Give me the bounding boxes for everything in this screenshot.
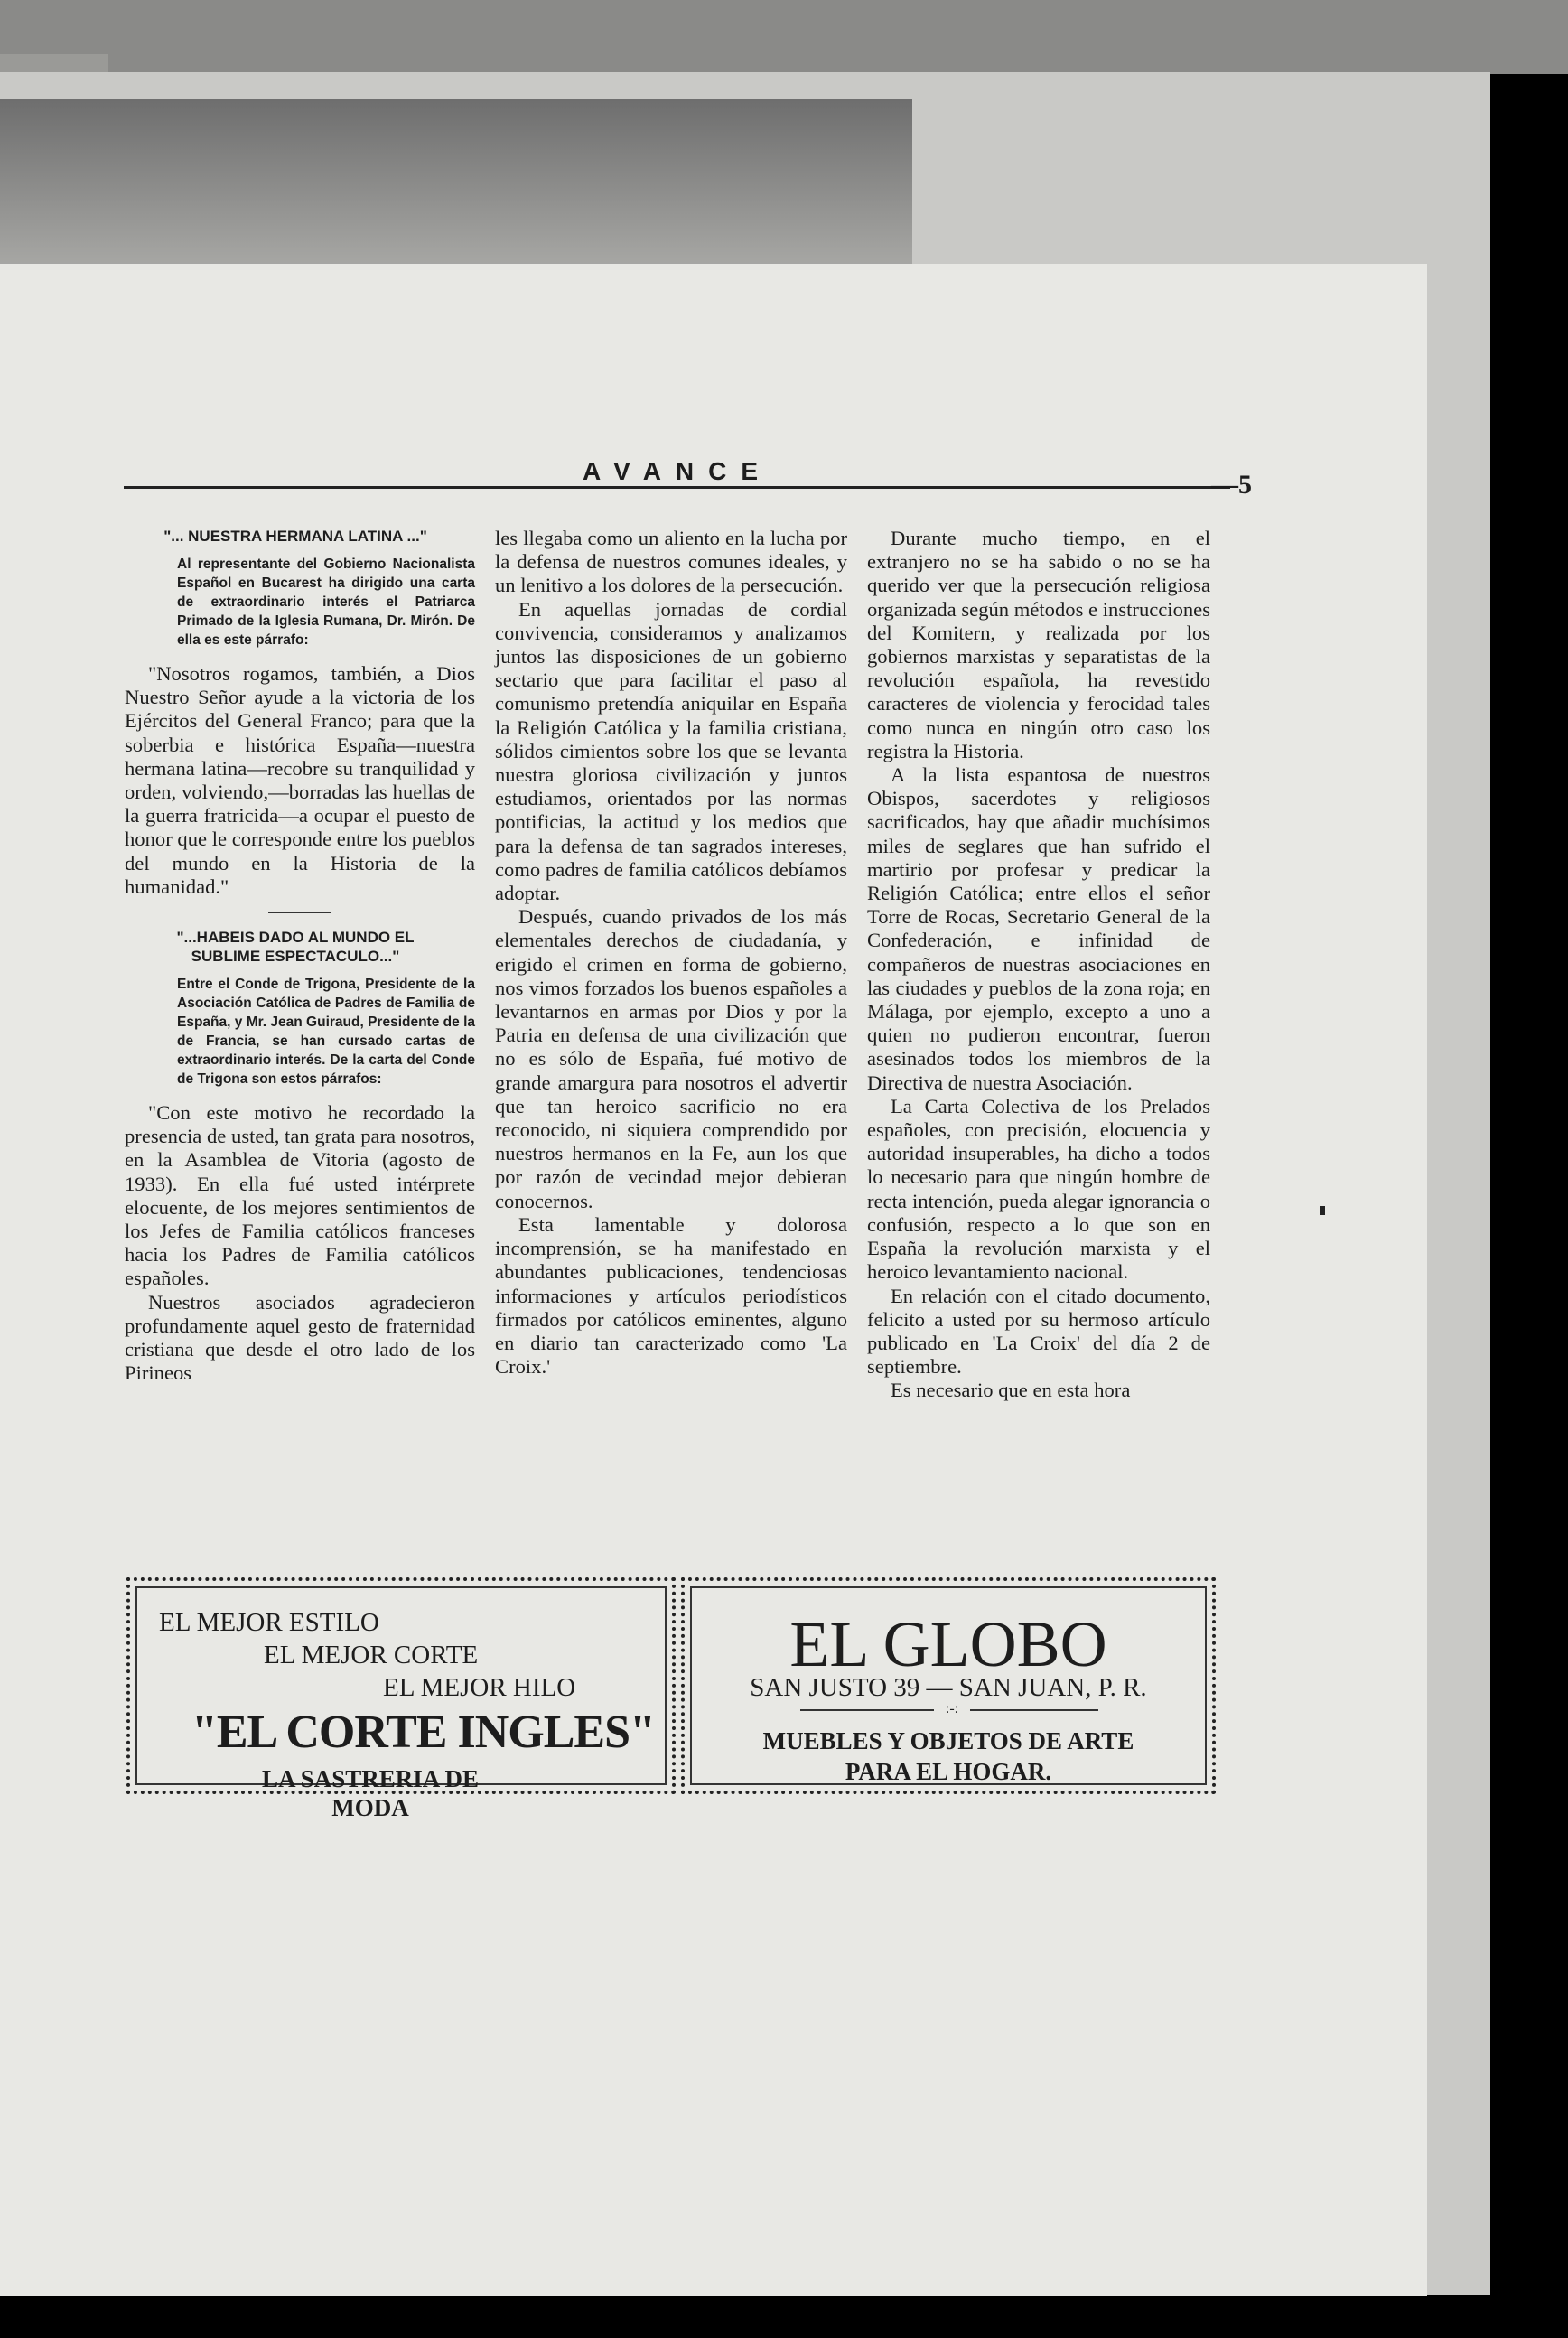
ad-inner-frame	[690, 1586, 1207, 1785]
paragraph: La Carta Colectiva de los Prelados españoles, con precisión, elocuencia y autoridad insuperables, ha dicho a todos lo necesario para que ningún hombre de recta intención, pueda alegar ignorancia o confusión, respecto a lo que son en España la revolución marxista y el heroico levantamiento nacional.	[867, 1094, 1210, 1284]
advertisement-corte-ingles	[126, 1577, 676, 1821]
ad-line-corte: EL MEJOR CORTE	[264, 1641, 479, 1669]
column-3	[867, 527, 1210, 1403]
ad-sub-muebles: MUEBLES Y OBJETOS DE ARTE	[762, 1727, 1134, 1754]
advertisement-el-globo	[681, 1577, 1216, 1794]
paragraph: les llegaba como un aliento en la lucha por la defensa de nuestros comunes ideales, y un lenitivo a los dolores de la persecución.	[495, 527, 847, 597]
ad-line-estilo: EL MEJOR ESTILO	[159, 1608, 379, 1637]
scan-background-top	[0, 0, 1568, 74]
section-separator	[268, 912, 331, 913]
column-1	[125, 527, 475, 1385]
heading-sublime-espectaculo: "...HABEIS DADO AL MUNDO EL SUBLIME ESPECTACULO..."	[176, 929, 415, 966]
masthead: AVANCE	[582, 457, 773, 485]
column-2	[495, 527, 847, 1379]
ad-brand-el-globo: EL GLOBO	[789, 1608, 1107, 1680]
ad-line-hilo: EL MEJOR HILO	[383, 1673, 576, 1702]
paragraph: "Con este motivo he recordado la presencia de usted, tan grata para nosotros, en la Asamblea de Vitoria (agosto de 1933). En ella fué usted intérprete elocuente, de los mejores sentimientos de los Jefes de Familia católicos franceses hacia los Padres de Familia católicos españoles.	[125, 1101, 475, 1290]
paragraph: En aquellas jornadas de cordial convivencia, consideramos y analizamos juntos las disposiciones de un gobierno sectario que para facilitar el paso al comunismo pretendía aniquilar en España la Religión Católica y la familia cristiana, sólidos cimientos sobre los que se levanta nuestra gloriosa civilización y juntos estudiamos, orientados por las normas pontificias, la actitud y los medios que para la defensa de tan sagrados intereses, como padres de familia católicos debíamos adoptar.	[495, 597, 847, 905]
margin-mark	[1320, 1206, 1325, 1215]
ad-sub-sastreria: LA SASTRERIA DE	[261, 1765, 480, 1792]
ad-address: SAN JUSTO 39 — SAN JUAN, P. R.	[750, 1673, 1147, 1702]
heading-nuestra-hermana: "... NUESTRA HERMANA LATINA ..."	[163, 528, 427, 545]
paper-shadow	[0, 99, 912, 271]
ad-inner-frame	[135, 1586, 667, 1821]
ad-sub-moda: MODA	[331, 1794, 409, 1821]
ad-sub-hogar: PARA EL HOGAR.	[845, 1758, 1052, 1785]
paragraph: Esta lamentable y dolorosa incomprensión, se ha manifestado en abundantes publicaciones, tendenciosas informaciones y artículos periodísticos firmados por católicos eminentes, alguno en diario tan caracterizado como 'La Croix.'	[495, 1212, 847, 1379]
page-number: —5	[1211, 470, 1252, 500]
paragraph: Durante mucho tiempo, en el extranjero no se ha sabido o no se ha querido ver que la persecución religiosa organizada según métodos e instrucciones del Komitern, y realizada por los gobiernos marxistas y separatistas de la revolución española, ha revestido caracteres de violencia y ferocidad tales como nunca en ningún otro caso los registra la Historia.	[867, 527, 1210, 762]
paragraph: Es necesario que en esta hora	[891, 1379, 1131, 1402]
ad-brand-corte-ingles: "EL CORTE INGLES"	[191, 1707, 655, 1758]
intro-patriarca: Al representante del Gobierno Nacionalista Español en Bucarest ha dirigido una carta de extraordinario interés el Patriarca Primado de la Iglesia Rumana, Dr. Mirón. De ella es este párrafo:	[177, 556, 475, 648]
quote-patriarca: "Nosotros rogamos, también, a Dios Nuestro Señor ayude a la victoria de los Ejércitos del General Franco; para que la soberbia e histórica España—nuestra hermana latina—recobre su tranquilidad y orden, volviendo,—borradas las huellas de la guerra fratricida—a ocupar el puesto de honor que le corresponde entre los pueblos del mundo en la Historia de la humanidad."	[125, 662, 475, 898]
ad-rule-ornament: :-:	[934, 1702, 970, 1716]
masthead-rule	[124, 486, 1230, 489]
paragraph: Después, cuando privados de los más elementales derechos de ciudadanía, y erigido el crimen en forma de gobierno, nos vimos forzados los buenos españoles a levantarnos en armas por Dios y por la Patria en defensa de una civilización que no es sólo de España, fué motivo de grande amargura para nosotros el advertir que tan heroico sacrificio no era reconocido, ni siquiera comprendido por nuestros hermanos en la Fe, aun los que por razón de vecindad mejor debieran conocernos.	[495, 905, 847, 1212]
paragraph: En relación con el citado documento, felicito a usted por su hermoso artículo publicado en 'La Croix' del día 2 de septiembre.	[867, 1284, 1210, 1379]
paragraph: A la lista espantosa de nuestros Obispos, sacerdotes y religiosos sacrificados, hay que añadir muchísimos miles de seglares que han sufrido el martirio por profesar y predicar la Religión Católica; entre ellos el señor Torre de Rocas, Secretario General de la Confederación, e infinidad de compañeros de nuestras asociaciones en las ciudades y pueblos de la zona roja; en Málaga, por ejemplo, excepto a uno a quien no pudieron encontrar, fueron asesinados todos los miembros de la Directiva de nuestra Asociación.	[867, 763, 1210, 1094]
paragraph: Nuestros asociados agradecieron profundamente aquel gesto de fraternidad cristiana que desde el otro lado de los Pirineos	[125, 1290, 475, 1385]
intro-trigona: Entre el Conde de Trigona, Presidente de la Asociación Católica de Padres de Familia de España, y Mr. Jean Guiraud, Presidente de la de Francia, se han cursado cartas de extraordinario interés. De la carta del Conde de Trigona son estos párrafos:	[177, 977, 475, 1088]
